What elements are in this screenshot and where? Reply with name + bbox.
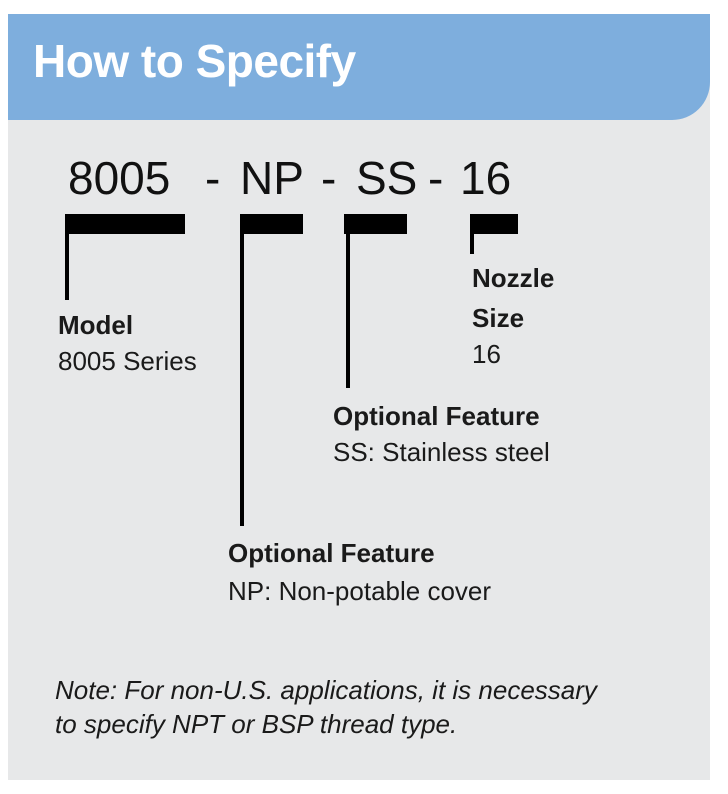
nozzle-value: 16: [472, 339, 501, 369]
model-leader-line: [65, 214, 69, 300]
ss-value: SS: Stainless steel: [333, 437, 550, 467]
code-separator: -: [321, 152, 337, 204]
nozzle-heading-line2: Size: [472, 303, 525, 333]
code-part-ss: SS: [356, 152, 418, 204]
nozzle-heading-line1: Nozzle: [472, 263, 555, 293]
model-heading: Model: [58, 310, 134, 340]
code-separator: -: [428, 152, 444, 204]
code-part-np: NP: [240, 152, 304, 204]
nozzle-leader-line: [470, 214, 474, 254]
ss-bar: [344, 214, 407, 234]
np-leader-line: [240, 214, 244, 526]
np-bar: [240, 214, 303, 234]
page-title: How to Specify: [33, 35, 356, 87]
model-value: 8005 Series: [58, 346, 197, 376]
np-value: NP: Non-potable cover: [228, 576, 492, 606]
np-heading: Optional Feature: [228, 538, 435, 568]
note-line-2: to specify NPT or BSP thread type.: [55, 709, 458, 739]
ss-leader-line: [346, 214, 350, 388]
code-separator: -: [205, 152, 221, 204]
nozzle-bar: [470, 214, 518, 234]
model-bar: [65, 214, 185, 234]
note-line-1: Note: For non-U.S. applications, it is necessary: [55, 675, 597, 705]
note-text: [55, 673, 597, 741]
ss-heading: Optional Feature: [333, 401, 540, 431]
code-part-model: 8005: [68, 152, 171, 204]
specify-panel: [8, 14, 710, 780]
code-part-nozzle: 16: [460, 152, 512, 204]
